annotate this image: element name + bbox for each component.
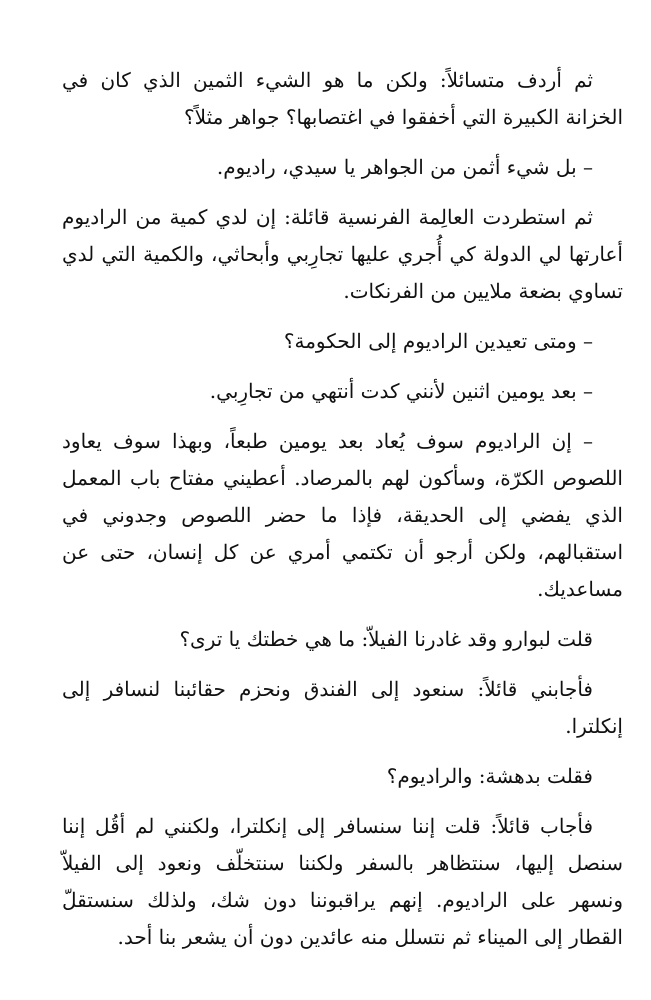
paragraph-10: فأجاب قائلاً: قلت إننا سنسافر إلى إنكلترا، ولكنني لم أقُل إننا سنصل إليها، سنتظاهر بالسفر ولكننا سنتخلّف ونعود إلى الفيلاّ ونسهر على الراديوم. إنهم يراقبوننا دون شك، ولذلك سنستقلّ القطار إلى الميناء ثم نتسلل منه عائدين دون أن يشعر بنا أحد.: [62, 814, 623, 949]
paragraph-9: فقلت بدهشة: والراديوم؟: [386, 764, 593, 788]
document-page: [62, 62, 623, 969]
paragraph-8: فأجابني قائلاً: سنعود إلى الفندق ونحزم حقائبنا لنسافر إلى إنكلترا.: [62, 677, 623, 738]
paragraph-4: – ومتى تعيدين الراديوم إلى الحكومة؟: [283, 329, 593, 353]
paragraph-2: – بل شيء أثمن من الجواهر يا سيدي، راديوم.: [216, 155, 593, 179]
paragraph-3: ثم استطردت العالِمة الفرنسية قائلة: إن لدي كمية من الراديوم أعارتها لي الدولة كي أُجري عليها تجارِبي وأبحاثي، والكمية التي لدي تساوي بضعة ملايين من الفرنكات.: [62, 205, 623, 303]
paragraph-5: – بعد يومين اثنين لأنني كدت أنتهي من تجارِبي.: [209, 379, 593, 403]
paragraph-6: – إن الراديوم سوف يُعاد بعد يومين طبعاً، وبهذا سوف يعاود اللصوص الكرّة، وسأكون لهم بالمرصاد. أعطيني مفتاح باب المعمل الذي يفضي إلى الحديقة، فإذا ما حضر اللصوص وجدوني في استقبالهم، ولكن أرجو أن تكتمي أمري عن كل إنسان، حتى عن مساعديك.: [62, 429, 623, 601]
paragraph-1: ثم أردف متسائلاً: ولكن ما هو الشيء الثمين الذي كان في الخزانة الكبيرة التي أخفقوا في اغتصابها؟ جواهر مثلاً؟: [62, 68, 623, 129]
paragraph-7: قلت لبوارو وقد غادرنا الفيلاّ: ما هي خطتك يا ترى؟: [179, 627, 593, 651]
